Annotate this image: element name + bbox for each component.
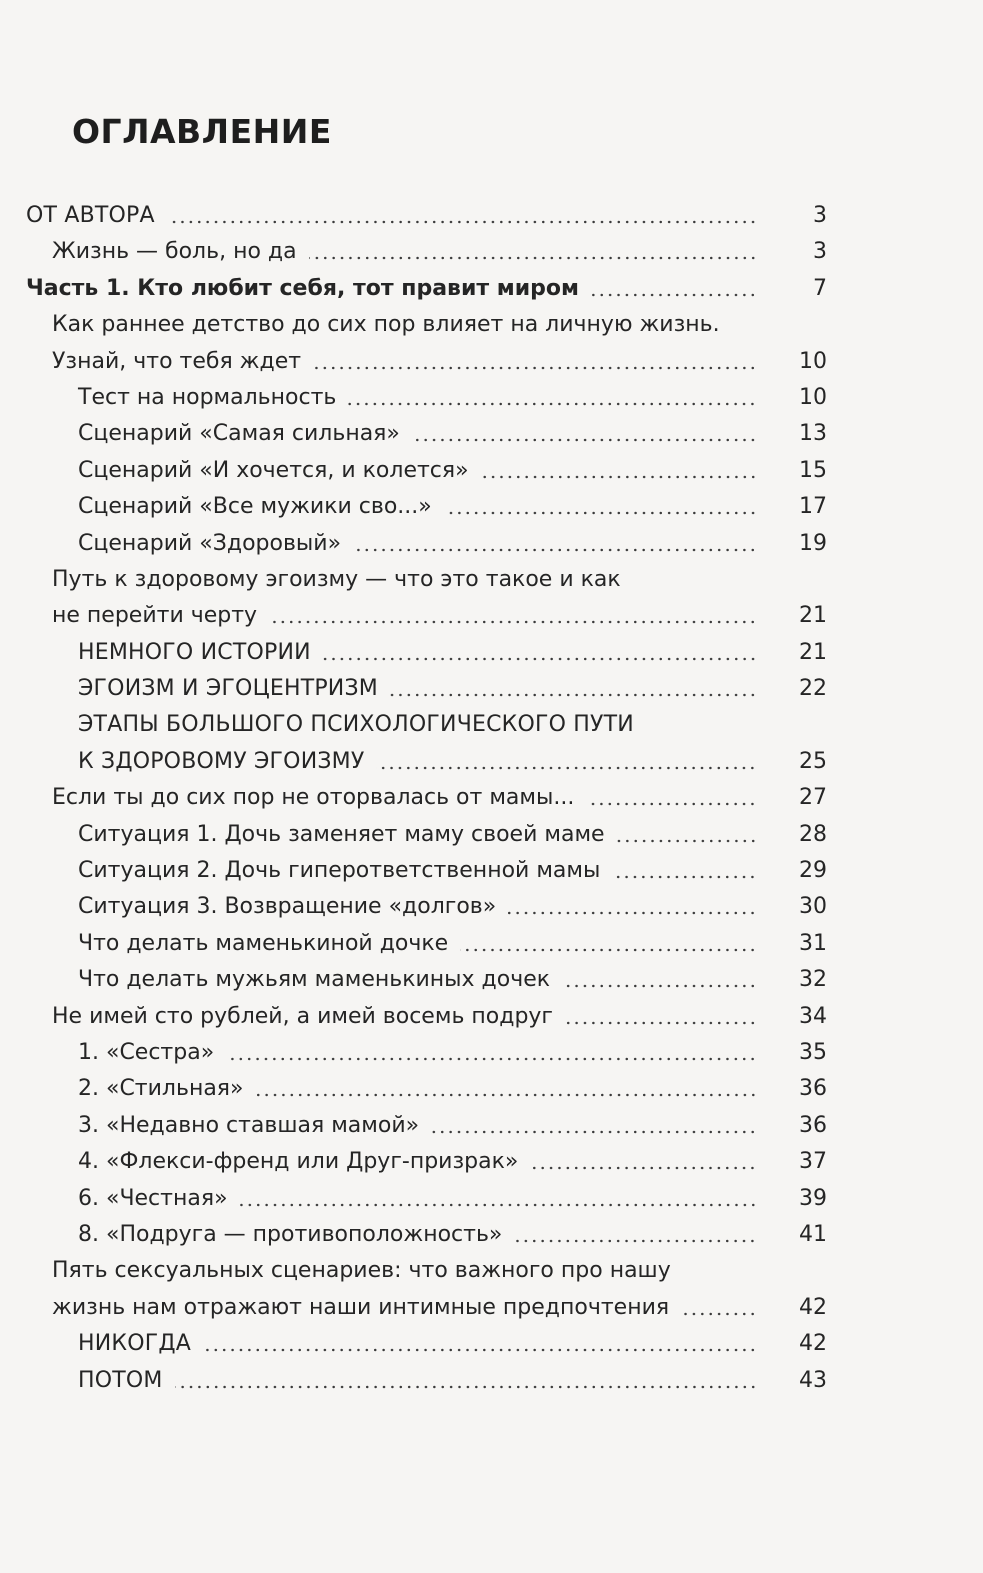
toc-entry-page-number: 19: [799, 530, 827, 556]
toc-entry-page-number: 3: [813, 203, 827, 228]
toc-entry-page-number: 13: [799, 421, 827, 447]
toc-entry-title: ЭГОИЗМ И ЭГОЦЕНТРИЗМ: [78, 676, 378, 702]
toc-entry[interactable]: [0, 853, 983, 889]
leader-dots: [376, 766, 757, 770]
toc-entry-title: Ситуация 3. Возвращение «долгов»: [78, 894, 497, 920]
toc-entry-title: ЭТАПЫ БОЛЬШОГО ПСИХОЛОГИЧЕСКОГО ПУТИ: [78, 712, 634, 738]
toc-entry[interactable]: [0, 926, 983, 962]
toc-entry-title: 6. «Честная»: [78, 1185, 228, 1211]
toc-entry[interactable]: [0, 780, 983, 816]
toc-entry-page-number: 41: [799, 1221, 827, 1247]
toc-entry-title: 2. «Стильная»: [78, 1076, 244, 1102]
toc-entry-title: не перейти черту: [52, 603, 258, 629]
leader-dots: [681, 1312, 757, 1316]
toc-entry[interactable]: [0, 671, 983, 707]
toc-entry-page-number: 3: [813, 239, 827, 265]
toc-entry-page-number: 10: [799, 348, 827, 374]
toc-entry-page-number: 30: [799, 894, 827, 920]
toc-entry[interactable]: [0, 1217, 983, 1253]
toc-entry-title: Сценарий «Здоровый»: [78, 530, 342, 556]
toc-entry-page-number: 35: [799, 1039, 827, 1065]
toc-entry[interactable]: [0, 453, 983, 489]
toc-entry-page-number: 21: [799, 639, 827, 665]
toc-entry-page-number: 31: [799, 930, 827, 956]
leader-dots: [530, 1166, 757, 1170]
leader-dots: [203, 1348, 757, 1352]
leader-dots: [586, 802, 757, 806]
toc-entry-title: Путь к здоровому эгоизму — что это такое и как: [52, 566, 621, 592]
toc-entry-page-number: 15: [799, 457, 827, 483]
toc-entry-title: ПОТОМ: [78, 1367, 163, 1393]
leader-dots: [353, 548, 757, 552]
toc-entry-title: жизнь нам отражают наши интимные предпочтения: [52, 1294, 670, 1320]
toc-list: [0, 198, 983, 1399]
toc-entry[interactable]: [0, 1363, 983, 1399]
toc-entry-page-number: 29: [799, 858, 827, 884]
leader-dots: [309, 256, 757, 260]
toc-entry[interactable]: [0, 198, 983, 234]
toc-entry[interactable]: [0, 380, 983, 416]
leader-dots: [256, 1093, 757, 1097]
page-title: ОГЛАВЛЕНИЕ: [72, 112, 332, 151]
toc-entry-title: Ситуация 2. Дочь гиперответственной мамы: [78, 858, 601, 884]
toc-entry-page-number: 25: [799, 748, 827, 774]
toc-entry[interactable]: [0, 234, 983, 270]
leader-dots: [444, 511, 757, 515]
leader-dots: [323, 657, 757, 661]
toc-entry-title: Что делать маменькиной дочке: [78, 930, 449, 956]
toc-entry[interactable]: [0, 1253, 983, 1289]
toc-entry-title: Если ты до сих пор не оторвалась от мамы...: [52, 785, 575, 811]
leader-dots: [412, 438, 757, 442]
toc-entry-title: Сценарий «И хочется, и колется»: [78, 457, 469, 483]
toc-entry-title: Как раннее детство до сих пор влияет на личную жизнь.: [52, 312, 720, 338]
toc-entry[interactable]: [0, 707, 983, 743]
toc-entry-title: Жизнь — боль, но да: [52, 239, 297, 265]
toc-entry-title: Не имей сто рублей, а имей восемь подруг: [52, 1003, 553, 1029]
toc-entry-title: Часть 1. Кто любит себя, тот правит миром: [26, 275, 580, 301]
leader-dots: [313, 366, 757, 370]
toc-entry-title: НЕМНОГО ИСТОРИИ: [78, 639, 311, 665]
toc-entry-page-number: 17: [799, 494, 827, 520]
toc-entry-title: Пять сексуальных сценариев: что важного про нашу: [52, 1258, 671, 1284]
leader-dots: [514, 1239, 757, 1243]
toc-entry-title: Сценарий «Самая сильная»: [78, 421, 400, 447]
toc-entry-page-number: 28: [799, 821, 827, 847]
toc-entry-title: 1. «Сестра»: [78, 1039, 215, 1065]
toc-entry[interactable]: [0, 1290, 983, 1326]
toc-entry-title: 4. «Флекси-френд или Друг-призрак»: [78, 1149, 519, 1175]
leader-dots: [348, 402, 757, 406]
toc-entry-title: ОТ АВТОРА: [26, 203, 155, 228]
leader-dots: [240, 1203, 757, 1207]
toc-entry-title: Тест на нормальность: [78, 384, 337, 410]
leader-dots: [390, 693, 757, 697]
toc-entry-title: К ЗДОРОВОМУ ЭГОИЗМУ: [78, 748, 365, 774]
toc-entry[interactable]: [0, 999, 983, 1035]
leader-dots: [591, 293, 757, 297]
toc-entry-page-number: 42: [799, 1331, 827, 1357]
leader-dots: [269, 620, 757, 624]
toc-entry[interactable]: [0, 744, 983, 780]
toc-entry[interactable]: [0, 1326, 983, 1362]
leader-dots: [431, 1130, 757, 1134]
leader-dots: [167, 220, 757, 224]
toc-entry[interactable]: [0, 562, 983, 598]
toc-entry-title: НИКОГДА: [78, 1331, 191, 1357]
toc-entry[interactable]: [0, 889, 983, 925]
toc-entry-page-number: 39: [799, 1185, 827, 1211]
toc-entry-page-number: 27: [799, 785, 827, 811]
toc-entry-page-number: 37: [799, 1149, 827, 1175]
toc-entry[interactable]: [0, 1035, 983, 1071]
leader-dots: [481, 475, 757, 479]
toc-entry-page-number: 42: [799, 1294, 827, 1320]
leader-dots: [612, 875, 757, 879]
toc-entry[interactable]: [0, 307, 983, 343]
toc-entry[interactable]: [0, 416, 983, 452]
leader-dots: [460, 948, 757, 952]
leader-dots: [565, 1021, 757, 1025]
toc-entry-title: Узнай, что тебя ждет: [52, 348, 302, 374]
toc-entry-title: Ситуация 1. Дочь заменяет маму своей маме: [78, 821, 605, 847]
leader-dots: [562, 984, 757, 988]
toc-entry[interactable]: [0, 489, 983, 525]
toc-entry-page-number: 7: [813, 275, 827, 301]
toc-entry-page-number: 32: [799, 967, 827, 993]
toc-entry[interactable]: [0, 635, 983, 671]
toc-entry-page-number: 22: [799, 676, 827, 702]
toc-entry-page-number: 36: [799, 1076, 827, 1102]
toc-entry[interactable]: [0, 1144, 983, 1180]
toc-entry[interactable]: [0, 344, 983, 380]
toc-entry[interactable]: [0, 962, 983, 998]
toc-entry-title: 8. «Подруга — противоположность»: [78, 1221, 503, 1247]
toc-entry-title: 3. «Недавно ставшая мамой»: [78, 1112, 420, 1138]
toc-entry[interactable]: [0, 526, 983, 562]
toc-entry[interactable]: [0, 1071, 983, 1107]
toc-entry[interactable]: [0, 271, 983, 307]
leader-dots: [226, 1057, 757, 1061]
toc-entry-page-number: 10: [799, 384, 827, 410]
toc-entry[interactable]: [0, 598, 983, 634]
leader-dots: [508, 911, 757, 915]
toc-entry-title: Что делать мужьям маменькиных дочек: [78, 967, 551, 993]
toc-entry[interactable]: [0, 1181, 983, 1217]
toc-entry-page-number: 36: [799, 1112, 827, 1138]
leader-dots: [617, 839, 757, 843]
toc-entry-title: Сценарий «Все мужики сво...»: [78, 494, 432, 520]
leader-dots: [175, 1385, 757, 1389]
toc-entry-page-number: 43: [799, 1367, 827, 1393]
toc-entry-page-number: 21: [799, 603, 827, 629]
toc-entry-page-number: 34: [799, 1003, 827, 1029]
toc-entry[interactable]: [0, 1108, 983, 1144]
toc-entry[interactable]: [0, 817, 983, 853]
